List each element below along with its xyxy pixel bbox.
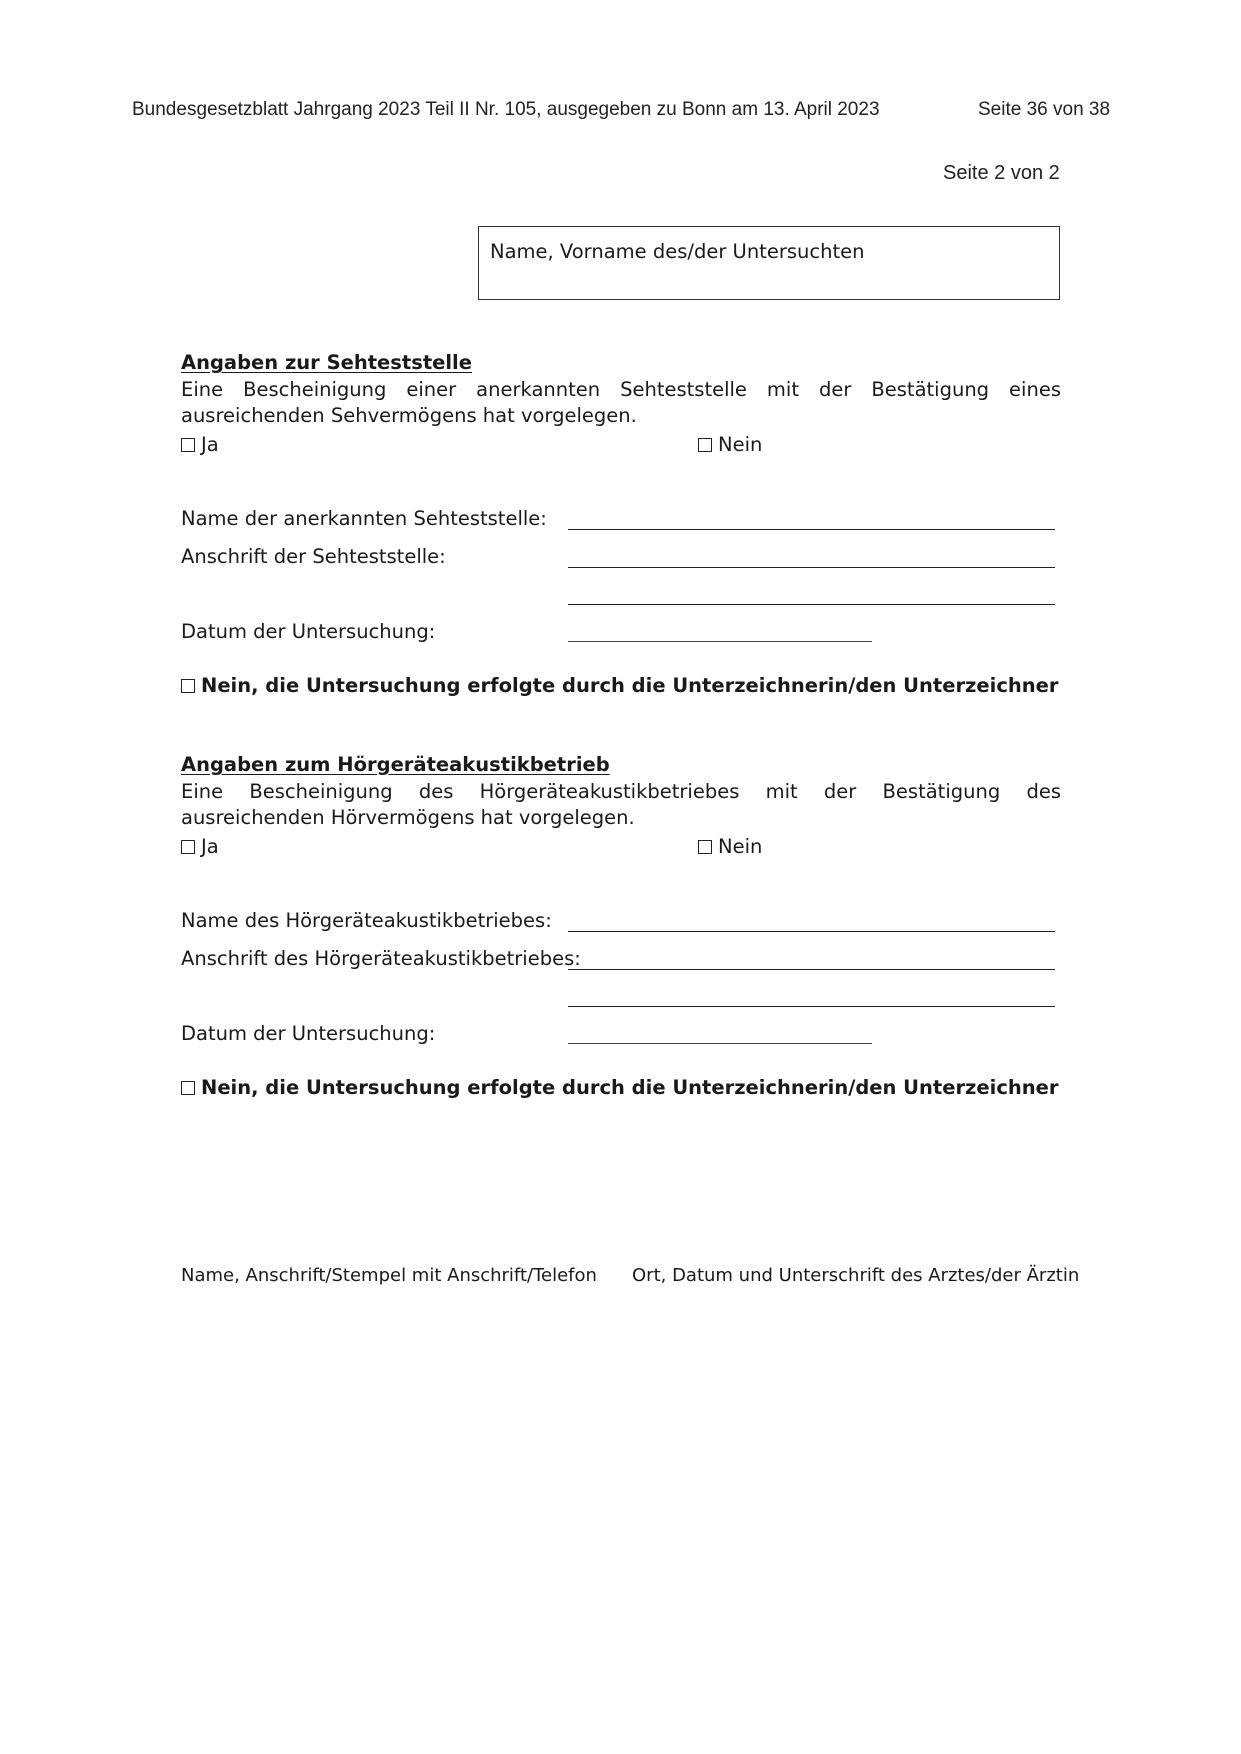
hoer-address-field-2[interactable] <box>568 1006 1055 1007</box>
hoer-address-label: Anschrift des Hörgeräteakustikbetriebes: <box>181 947 581 970</box>
examinee-name-box[interactable] <box>478 226 1060 300</box>
checkbox-icon[interactable] <box>181 1081 195 1095</box>
signature-doctor-label: Ort, Datum und Unterschrift des Arztes/der Ärztin <box>632 1265 1080 1286</box>
section-title-sehtest: Angaben zur Sehteststelle <box>181 351 472 374</box>
sehtest-name-field[interactable] <box>568 529 1055 530</box>
hoer-date-label: Datum der Untersuchung: <box>181 1022 436 1045</box>
sehtest-name-label: Name der anerkannten Sehteststelle: <box>181 507 547 530</box>
sehtest-date-field[interactable] <box>568 641 872 642</box>
hoer-signer-label: Nein, die Untersuchung erfolgte durch die Unterzeichnerin/den Unterzeichner <box>201 1076 1059 1099</box>
section-title-hoer: Angaben zum Hörgeräteakustikbetrieb <box>181 753 610 776</box>
sehtest-signer-label: Nein, die Untersuchung erfolgte durch die Unterzeichnerin/den Unterzeichner <box>201 674 1059 697</box>
hoer-name-label: Name des Hörgeräteakustikbetriebes: <box>181 909 552 932</box>
sehtest-no-label: Nein <box>718 433 763 456</box>
hoer-statement: Eine Bescheinigung des Hörgeräteakustikbetriebes mit der Bestätigung des ausreichenden Hörvermögens hat vorgelegen. <box>181 780 1061 829</box>
hoer-yes-label: Ja <box>201 835 219 858</box>
gazette-header: Bundesgesetzblatt Jahrgang 2023 Teil II Nr. 105, ausgegeben zu Bonn am 13. April 2023 <box>132 99 880 120</box>
checkbox-icon[interactable] <box>698 840 712 854</box>
hoer-name-field[interactable] <box>568 931 1055 932</box>
subpage-number: Seite 2 von 2 <box>943 162 1060 184</box>
hoer-yes-option[interactable] <box>181 835 219 858</box>
hoer-address-field-1[interactable] <box>568 969 1055 970</box>
checkbox-icon[interactable] <box>181 840 195 854</box>
sehtest-yes-label: Ja <box>201 433 219 456</box>
sehtest-statement: Eine Bescheinigung einer anerkannten Sehteststelle mit der Bestätigung eines ausreichenden Sehvermögens hat vorgelegen. <box>181 378 1061 427</box>
hoer-date-field[interactable] <box>568 1043 872 1044</box>
examinee-name-label: Name, Vorname des/der Untersuchten <box>490 240 865 263</box>
sehtest-address-field-1[interactable] <box>568 567 1055 568</box>
sehtest-yes-option[interactable] <box>181 433 219 456</box>
sehtest-date-label: Datum der Untersuchung: <box>181 620 436 643</box>
sehtest-address-label: Anschrift der Sehteststelle: <box>181 545 446 568</box>
sehtest-signer-option[interactable] <box>181 674 1059 697</box>
hoer-signer-option[interactable] <box>181 1076 1059 1099</box>
page-number: Seite 36 von 38 <box>978 99 1111 120</box>
sehtest-address-field-2[interactable] <box>568 604 1055 605</box>
checkbox-icon[interactable] <box>181 679 195 693</box>
hoer-no-label: Nein <box>718 835 763 858</box>
sehtest-no-option[interactable] <box>698 433 762 456</box>
checkbox-icon[interactable] <box>698 438 712 452</box>
signature-stamp-label: Name, Anschrift/Stempel mit Anschrift/Telefon <box>181 1265 597 1286</box>
hoer-no-option[interactable] <box>698 835 762 858</box>
checkbox-icon[interactable] <box>181 438 195 452</box>
